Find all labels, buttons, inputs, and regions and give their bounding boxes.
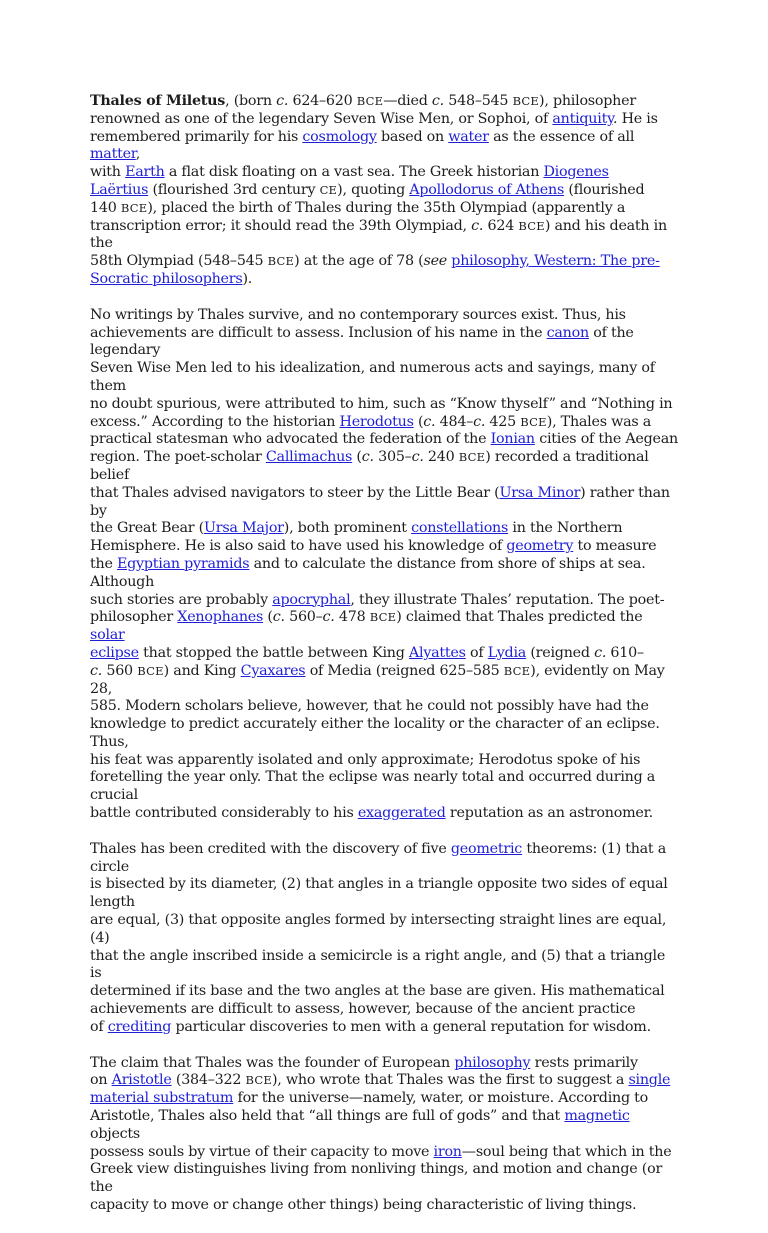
text-run: ) at the age of 78 (: [294, 253, 424, 270]
text-run: ), Thales was a practical statesman who advocated the federation of the: [90, 413, 652, 448]
text-run: c.: [276, 93, 289, 109]
article-link[interactable]: Egyptian pyramids: [116, 555, 250, 572]
text-run: BCE: [356, 94, 384, 108]
article-body: [90, 93, 680, 1233]
text-run: that stopped the battle between King: [138, 644, 409, 661]
text-run: BCE: [137, 663, 164, 678]
text-run: based on: [376, 128, 449, 145]
article-link[interactable]: geometry: [506, 538, 574, 555]
article-link[interactable]: Diogenes Laërtius: [90, 164, 609, 198]
text-run: ) and his death in the 58th Olympiad (548–545: [90, 217, 667, 270]
text-run: ) and King: [163, 662, 241, 679]
article-title-term: Thales of Miletus: [90, 93, 226, 109]
article-link[interactable]: crediting: [107, 1018, 172, 1035]
article-link[interactable]: Ionian: [490, 431, 535, 448]
text-run: BCE: [369, 610, 397, 625]
article-link[interactable]: solar eclipse: [90, 627, 139, 661]
text-run: ), both prominent: [283, 520, 412, 537]
text-run: of: [465, 644, 488, 661]
text-run: ), philosopher renowned as one of the legendary Seven Wise Men, or Sophoi, of: [90, 93, 636, 127]
article-link[interactable]: canon: [546, 324, 589, 341]
article-link[interactable]: cosmology: [302, 128, 377, 145]
text-run: as the essence of all: [488, 128, 635, 145]
text-run: —died: [383, 93, 432, 109]
text-run: The claim that Thales was the founder of European: [90, 1054, 455, 1071]
article-link[interactable]: Callimachus: [265, 449, 353, 466]
text-run: theorems: (1) that a circle is bisected by its diameter, (2) that angles in a triangle opposite two sides of equal length are equal, (3) that opposite angles formed by intersecting straight lines are equal, (4) that the angle inscribed inside a semicircle is a right angle, and (5) that a triangle is determined if its base and the two angles at the base are given. His mathematical achievements are difficult to assess, however, because of the ancient practice of: [90, 840, 668, 1035]
article-link[interactable]: Ursa Minor: [499, 484, 581, 501]
text-run: c.: [423, 413, 436, 430]
paragraph: [90, 1055, 680, 1215]
text-run: objects possess souls by virtue of their capacity to move: [90, 1125, 430, 1160]
text-run: c.: [594, 644, 607, 661]
paragraph: [90, 841, 680, 1037]
article-link[interactable]: antiquity: [552, 110, 613, 127]
text-run: of Media (reigned 625–585: [305, 662, 504, 679]
text-run: ) claimed that Thales predicted the: [396, 609, 643, 626]
article-link[interactable]: Apollodorus of Athens: [409, 181, 565, 198]
text-run: for the universe—namely, water, or moisture. According to Aristotle, Thales also held that “all things are full of gods” and that: [90, 1090, 649, 1125]
text-run: 240: [423, 449, 459, 466]
text-run: 610–: [610, 644, 644, 661]
text-run: particular discoveries to men with a general reputation for wisdom.: [171, 1018, 651, 1035]
text-run: BCE: [120, 200, 148, 215]
text-run: BCE: [245, 1073, 272, 1088]
text-run: ) rather than by the Great Bear (: [90, 484, 670, 537]
text-run: of the legendary Seven Wise Men led to his idealization, and numerous acts and sayings, many of them no doubt spurious, were attributed to him, such as “Know thyself” and “Nothing in excess.” According to the historian: [90, 324, 673, 430]
text-run: , with: [90, 146, 141, 181]
article-link[interactable]: magnetic: [564, 1108, 630, 1125]
text-run: ), who wrote that Thales was the first to suggest a: [271, 1072, 629, 1089]
article-link[interactable]: constellations: [411, 520, 509, 537]
text-run: 624: [483, 217, 519, 234]
paragraph: [90, 93, 680, 289]
article-link[interactable]: matter: [90, 146, 136, 163]
text-run: c.: [322, 609, 335, 626]
text-run: ), placed the birth of Thales during the 35th Olympiad (apparently a transcription error; it should read the 39th Olympiad,: [90, 199, 626, 234]
text-run: (flourished 3rd century: [148, 181, 320, 198]
text-run: a flat disk floating on a vast sea. The Greek historian: [164, 164, 544, 181]
text-run: c.: [361, 449, 374, 466]
text-run: 305–: [373, 449, 412, 466]
article-link[interactable]: philosophy, Western: The pre- Socratic philosophers: [90, 253, 660, 287]
article-link[interactable]: Ursa Major: [203, 520, 284, 537]
text-run: c.: [471, 217, 484, 234]
article-link[interactable]: Cyaxares: [240, 662, 306, 679]
text-run: Thales has been credited with the discovery of five: [90, 840, 451, 857]
text-run: reputation as an astronomer.: [445, 805, 653, 822]
text-run: c.: [411, 449, 424, 466]
text-run: c.: [431, 93, 444, 109]
article-link[interactable]: Xenophanes: [177, 609, 264, 626]
text-run: No writings by Thales survive, and no contemporary sources exist. Thus, his achievements are difficult to assess. Inclusion of his name in the: [90, 306, 626, 341]
article-link[interactable]: Lydia: [487, 644, 527, 661]
text-run: , (born: [225, 93, 277, 109]
text-run: and to calculate the distance from shore of ships at sea. Although such stories are probably: [90, 555, 646, 608]
text-run: BCE: [518, 218, 545, 233]
paragraph: [90, 307, 680, 823]
text-run: c.: [90, 662, 103, 679]
text-run: to measure the: [90, 538, 657, 572]
article-link[interactable]: exaggerated: [357, 805, 446, 822]
text-run: (flourished 140: [90, 181, 645, 216]
text-run: 425: [485, 413, 521, 430]
text-run: BCE: [458, 450, 486, 465]
text-run: 484–: [435, 413, 474, 430]
text-run: (: [352, 449, 362, 466]
text-run: , they illustrate Thales’ reputation. The poet- philosopher: [90, 591, 665, 626]
text-run: —soul being that which in the Greek view distinguishes living from nonliving things, and motion and change (or the capacity to move or change other things) being characteristic of living things.: [90, 1143, 672, 1214]
text-run: (384–322: [171, 1072, 246, 1089]
text-run: (: [413, 413, 424, 430]
text-run: c.: [473, 413, 486, 430]
text-run: ).: [242, 270, 253, 287]
text-run: BCE: [503, 663, 531, 678]
article-link[interactable]: apocryphal: [272, 591, 351, 608]
text-run: 560: [102, 662, 138, 679]
article-link[interactable]: Aristotle: [111, 1072, 172, 1089]
text-run: ) recorded a traditional belief that Thales advised navigators to steer by the Little Bear (: [90, 449, 649, 501]
text-run: (reigned: [526, 644, 595, 661]
text-run: (: [263, 609, 273, 626]
text-run: 478: [334, 609, 370, 626]
text-run: 548–545: [443, 93, 513, 109]
article-link[interactable]: Earth: [125, 164, 165, 181]
text-run: . He is remembered primarily for his: [90, 110, 658, 145]
article-link[interactable]: water: [448, 128, 489, 145]
text-run: see: [423, 253, 447, 270]
text-run: BCE: [512, 94, 540, 108]
text-run: ), quoting: [337, 181, 410, 198]
article-link[interactable]: geometric: [450, 840, 523, 857]
text-run: 560–: [284, 609, 323, 626]
text-run: rests primarily on: [90, 1054, 638, 1089]
text-run: ), evidently on May 28, 585. Modern scholars believe, however, that he could not possibly have had the knowledge to predict accurately either the locality or the character of an eclipse. Thus, his feat was apparently isolated and only approximate; Herodotus spoke of his foretelling the year only. That the eclipse was nearly total and occurred during a crucial battle contributed considerably to his: [90, 662, 665, 822]
text-run: CE: [319, 182, 338, 197]
article-link[interactable]: single material substratum: [90, 1072, 671, 1107]
text-run: 624–620: [288, 93, 357, 109]
article-link[interactable]: philosophy: [454, 1054, 531, 1071]
text-run: c.: [272, 609, 285, 626]
text-run: cities of the Aegean region. The poet-scholar: [90, 431, 678, 466]
article-link[interactable]: Herodotus: [339, 413, 414, 430]
article-link[interactable]: Alyattes: [408, 644, 466, 661]
text-run: BCE: [520, 414, 547, 429]
text-run: in the Northern Hemisphere. He is also said to have used his knowledge of: [90, 520, 623, 555]
text-run: BCE: [267, 254, 295, 269]
article-link[interactable]: iron: [433, 1143, 462, 1160]
